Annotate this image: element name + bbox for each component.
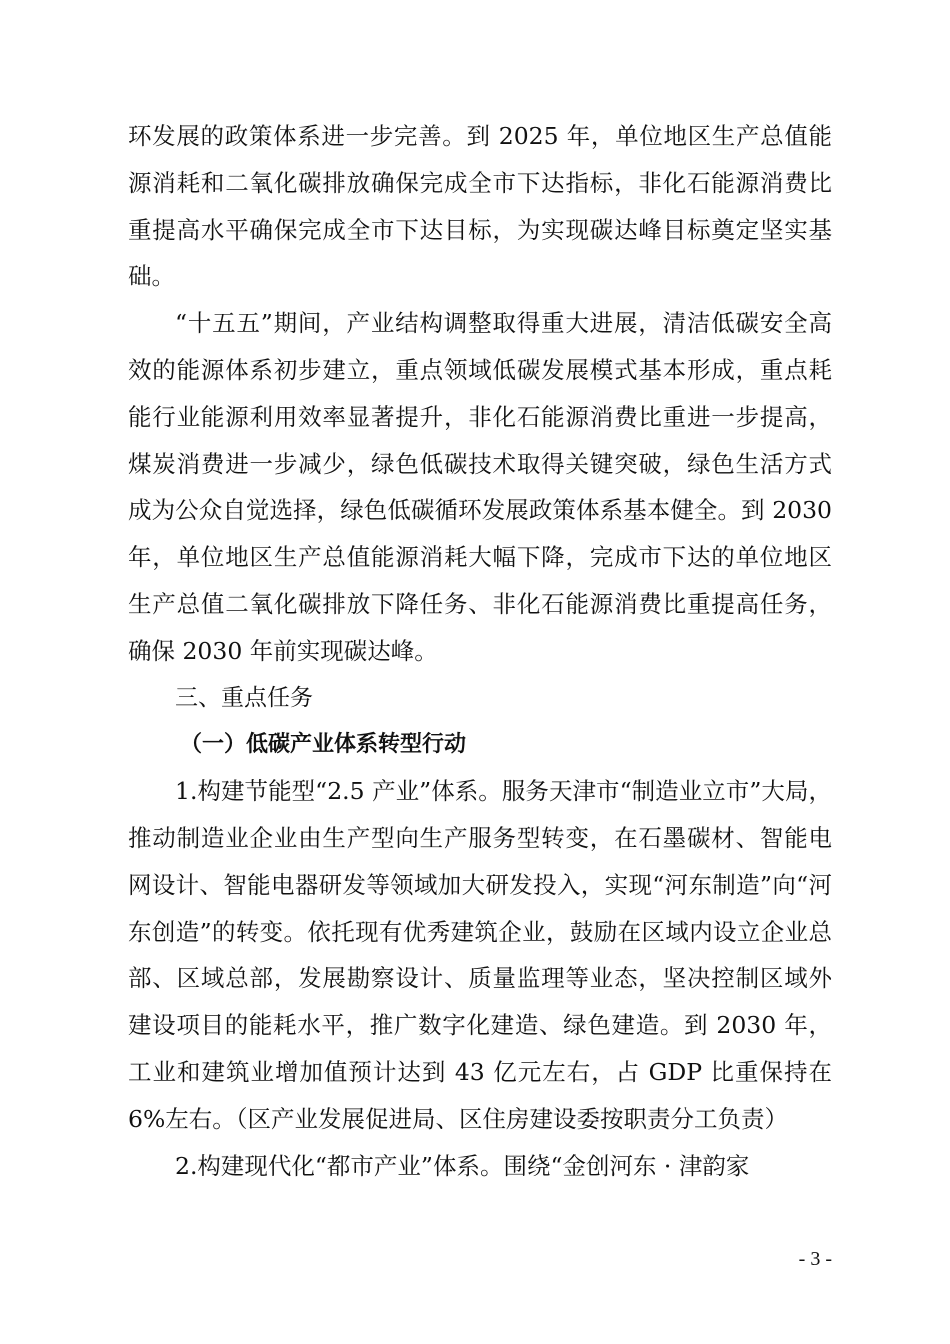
- section-heading: 三、重点任务: [175, 684, 313, 711]
- page-number: - 3 -: [798, 1248, 832, 1270]
- paragraph-task-1: 1.构建节能型“2.5 产业”体系。服务天津市“制造业立市”大局，推动制造业企业由生产型向生产服务型转变，在石墨碳材、智能电网设计、智能电器研发等领域加大研发投入，实现“河东制造”向“河东创造”的转变。依托现有优秀建筑企业，鼓励在区域内设立企业总部、区域总部，发展勘察设计、质量监理等业态，坚决控制区域外建设项目的能耗水平，推广数字化建造、绿色建造。到 2030 年，工业和建筑业增加值预计达到 43 亿元左右，占 GDP 比重保持在 6%左右。（区产业发展促进局、区住房建设委按职责分工负责）: [128, 777, 832, 1133]
- body-text: [128, 113, 832, 1189]
- paragraph-fifteenth-five-year: “十五五”期间，产业结构调整取得重大进展，清洁低碳安全高效的能源体系初步建立，重点领域低碳发展模式基本形成，重点耗能行业能源利用效率显著提升，非化石能源消费比重进一步提高，煤炭消费进一步减少，绿色低碳技术取得关键突破，绿色生活方式成为公众自觉选择，绿色低碳循环发展政策体系基本健全。到 2030 年，单位地区生产总值能源消耗大幅下降，完成市下达的单位地区生产总值二氧化碳排放下降任务、非化石能源消费比重提高任务，确保 2030 年前实现碳达峰。: [128, 309, 832, 665]
- paragraph-task-2: 2.构建现代化“都市产业”体系。围绕“金创河东 · 津韵家: [175, 1151, 750, 1180]
- paragraph-continued: 环发展的政策体系进一步完善。到 2025 年，单位地区生产总值能源消耗和二氧化碳排放确保完成全市下达指标，非化石能源消费比重提高水平确保完成全市下达目标，为实现碳达峰目标奠定坚实基础。: [128, 122, 832, 291]
- subsection-heading: （一）低碳产业体系转型行动: [180, 731, 467, 758]
